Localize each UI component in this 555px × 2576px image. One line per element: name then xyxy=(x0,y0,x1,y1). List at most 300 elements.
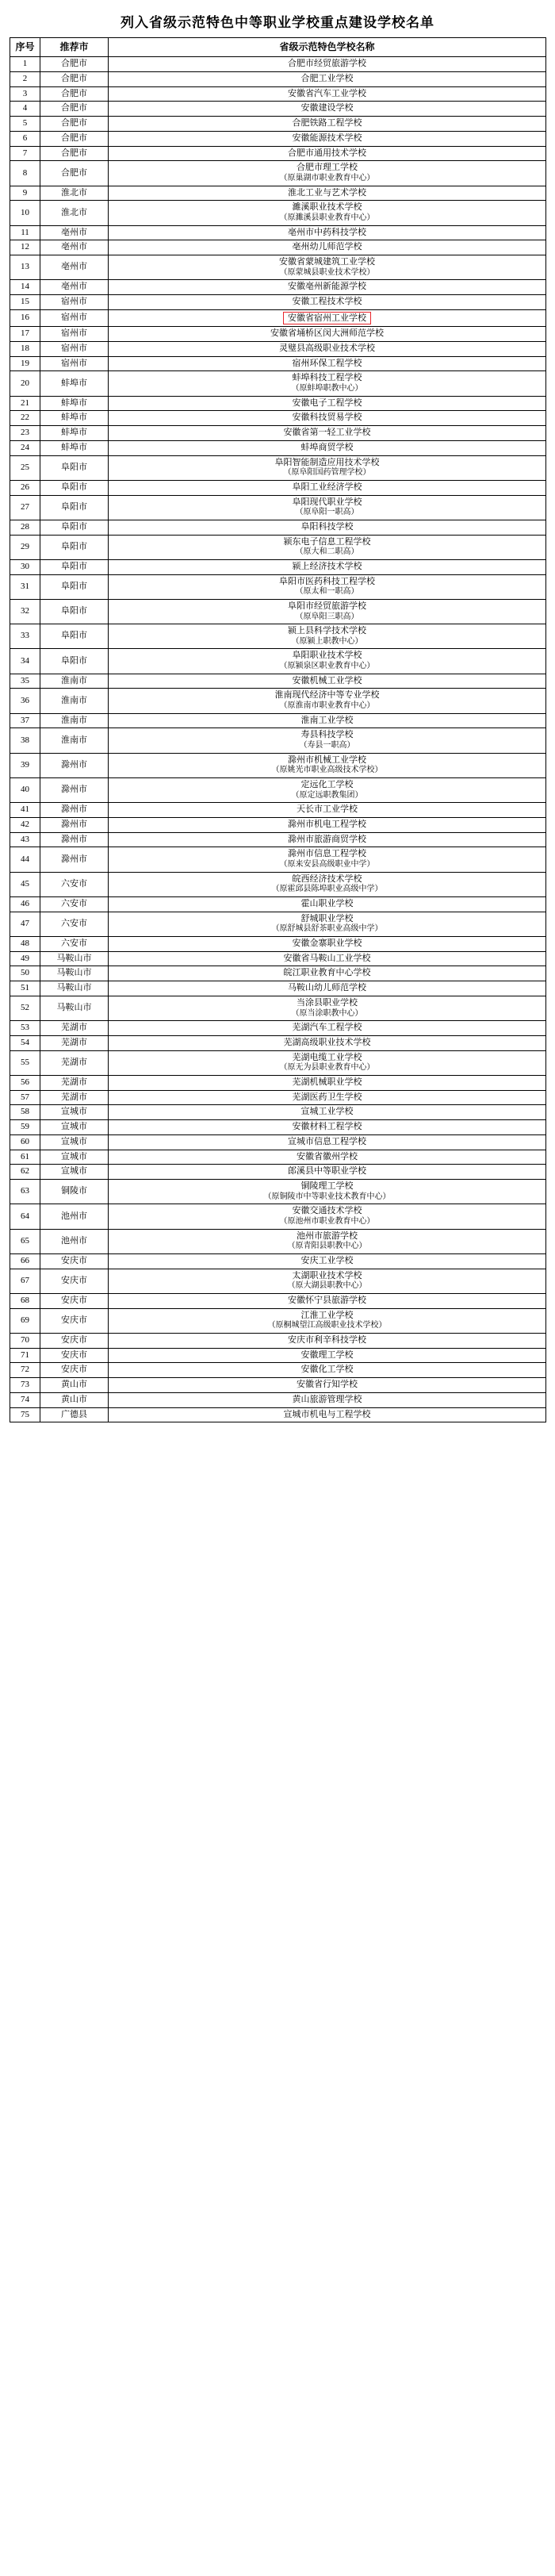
row-school-name xyxy=(109,1105,546,1120)
row-city: 安庆市 xyxy=(40,1348,109,1363)
row-city: 合肥市 xyxy=(40,117,109,132)
table-row xyxy=(10,1204,546,1229)
school-former-name: （原颍上职教中心） xyxy=(291,636,363,646)
table-row xyxy=(10,1363,546,1378)
row-city: 芜湖市 xyxy=(40,1035,109,1050)
table-row xyxy=(10,1075,546,1090)
row-city: 六安市 xyxy=(40,872,109,896)
row-city: 安庆市 xyxy=(40,1363,109,1378)
row-index: 21 xyxy=(10,396,40,411)
table-row xyxy=(10,674,546,689)
row-city: 蚌埠市 xyxy=(40,411,109,426)
school-name: 安徽化工学校 xyxy=(300,1365,354,1375)
row-school-name xyxy=(109,1035,546,1050)
school-name: 安庆市利辛科技学校 xyxy=(288,1334,366,1345)
table-row xyxy=(10,996,546,1020)
row-city: 淮南市 xyxy=(40,713,109,728)
school-name: 安徽省第一轻工业学校 xyxy=(283,428,371,438)
table-row xyxy=(10,817,546,832)
row-city: 池州市 xyxy=(40,1204,109,1229)
row-school-name xyxy=(109,847,546,872)
row-index: 27 xyxy=(10,495,40,520)
school-name: 合肥工业学校 xyxy=(300,73,354,83)
row-school-name xyxy=(109,1134,546,1150)
school-name: 芜湖机械职业学校 xyxy=(292,1077,362,1087)
row-school-name xyxy=(109,309,546,326)
school-name: 安徽省马鞍山工业学校 xyxy=(283,953,371,963)
school-name: 淮南现代经济中等专业学校 xyxy=(274,690,380,701)
table-row xyxy=(10,1090,546,1105)
table-row xyxy=(10,1269,546,1293)
row-index: 64 xyxy=(10,1204,40,1229)
row-school-name xyxy=(109,1253,546,1269)
school-name: 皖西经济技术学校 xyxy=(292,873,362,884)
table-row xyxy=(10,777,546,802)
school-former-name: （原舒城县舒茶职业高级中学） xyxy=(271,924,383,934)
row-city: 滁州市 xyxy=(40,803,109,818)
row-city: 芜湖市 xyxy=(40,1021,109,1036)
table-row xyxy=(10,912,546,936)
row-index: 73 xyxy=(10,1378,40,1393)
row-index: 8 xyxy=(10,161,40,186)
row-school-name xyxy=(109,1090,546,1105)
row-city: 淮北市 xyxy=(40,186,109,201)
school-former-name: （原青阳县职教中心） xyxy=(287,1242,367,1251)
row-index: 62 xyxy=(10,1165,40,1180)
school-name: 安徽工程技术学校 xyxy=(292,297,362,306)
row-city: 阜阳市 xyxy=(40,535,109,559)
row-index: 34 xyxy=(10,649,40,674)
school-name: 马鞍山幼儿师范学校 xyxy=(288,983,366,993)
row-school-name xyxy=(109,832,546,847)
school-former-name: （原大湖县职教中心） xyxy=(287,1281,367,1291)
row-index: 61 xyxy=(10,1150,40,1165)
row-city: 滁州市 xyxy=(40,777,109,802)
row-city: 合肥市 xyxy=(40,57,109,72)
row-city: 宣城市 xyxy=(40,1120,109,1135)
school-name: 阜阳现代职业学校 xyxy=(292,497,362,507)
school-former-name: （原蒙城县职业技术学校） xyxy=(279,267,375,277)
school-name: 铜陵理工学校 xyxy=(300,1181,354,1192)
row-index: 24 xyxy=(10,440,40,455)
school-name: 阜阳市医药科技工程学校 xyxy=(279,576,375,586)
row-city: 阜阳市 xyxy=(40,495,109,520)
row-city: 合肥市 xyxy=(40,71,109,86)
table-row xyxy=(10,803,546,818)
school-name: 安徽机械工业学校 xyxy=(292,675,362,685)
row-school-name xyxy=(109,1392,546,1407)
table-row xyxy=(10,1150,546,1165)
table-row xyxy=(10,71,546,86)
page-title: 列入省级示范特色中等职业学校重点建设学校名单 xyxy=(121,15,434,30)
school-name: 宣城市信息工程学校 xyxy=(288,1136,366,1146)
table-row xyxy=(10,440,546,455)
row-school-name xyxy=(109,1293,546,1308)
school-name: 天长市工业学校 xyxy=(297,804,358,815)
row-school-name xyxy=(109,161,546,186)
row-index: 25 xyxy=(10,455,40,480)
table-row xyxy=(10,1308,546,1333)
row-city: 亳州市 xyxy=(40,225,109,240)
row-school-name xyxy=(109,440,546,455)
row-school-name xyxy=(109,1150,546,1165)
row-city: 芜湖市 xyxy=(40,1075,109,1090)
row-school-name xyxy=(109,117,546,132)
table-row xyxy=(10,1229,546,1253)
column-header-no: 序号 xyxy=(10,38,40,57)
row-index: 75 xyxy=(10,1407,40,1422)
row-school-name xyxy=(109,936,546,951)
row-city: 宿州市 xyxy=(40,327,109,342)
row-city: 阜阳市 xyxy=(40,649,109,674)
table-row xyxy=(10,280,546,295)
row-index: 23 xyxy=(10,426,40,441)
row-index: 1 xyxy=(10,57,40,72)
school-name: 阜阳科技学校 xyxy=(300,521,354,532)
row-school-name xyxy=(109,225,546,240)
row-index: 51 xyxy=(10,981,40,996)
row-city: 阜阳市 xyxy=(40,520,109,535)
row-city: 亳州市 xyxy=(40,280,109,295)
school-former-name: （原姚光市职业高级技术学校） xyxy=(271,766,383,775)
row-school-name xyxy=(109,599,546,624)
row-school-name xyxy=(109,689,546,713)
row-index: 7 xyxy=(10,146,40,161)
school-former-name: （原铜陵市中等职业技术教育中心） xyxy=(263,1192,391,1201)
table-row xyxy=(10,295,546,310)
row-index: 43 xyxy=(10,832,40,847)
school-former-name: （原阜阳一职高） xyxy=(295,508,359,517)
row-index: 2 xyxy=(10,71,40,86)
table-row xyxy=(10,1021,546,1036)
row-school-name xyxy=(109,1348,546,1363)
row-school-name xyxy=(109,1021,546,1036)
school-name: 颍上县科学技术学校 xyxy=(288,626,366,636)
table-row xyxy=(10,535,546,559)
table-row xyxy=(10,102,546,117)
school-name: 安徽省汽车工业学校 xyxy=(288,88,366,98)
table-row xyxy=(10,1165,546,1180)
row-index: 35 xyxy=(10,674,40,689)
row-school-name xyxy=(109,1333,546,1348)
row-city: 芜湖市 xyxy=(40,1050,109,1075)
row-index: 16 xyxy=(10,309,40,326)
school-former-name: （原阜阳三职高） xyxy=(295,612,359,621)
row-city: 宣城市 xyxy=(40,1105,109,1120)
row-index: 17 xyxy=(10,327,40,342)
table-row xyxy=(10,951,546,966)
row-city: 蚌埠市 xyxy=(40,440,109,455)
highlighted-school-name: 安徽省宿州工业学校 xyxy=(283,312,371,324)
row-city: 蚌埠市 xyxy=(40,426,109,441)
row-school-name xyxy=(109,535,546,559)
row-index: 52 xyxy=(10,996,40,1020)
table-row xyxy=(10,117,546,132)
school-name: 滁州市机电工程学校 xyxy=(288,819,366,829)
row-city: 合肥市 xyxy=(40,102,109,117)
school-name: 安徽交通技术学校 xyxy=(292,1206,362,1216)
row-city: 马鞍山市 xyxy=(40,981,109,996)
row-school-name xyxy=(109,713,546,728)
row-index: 59 xyxy=(10,1120,40,1135)
row-city: 合肥市 xyxy=(40,146,109,161)
row-index: 53 xyxy=(10,1021,40,1036)
row-index: 19 xyxy=(10,356,40,371)
row-city: 阜阳市 xyxy=(40,455,109,480)
row-index: 22 xyxy=(10,411,40,426)
school-name: 阜阳工业经济学校 xyxy=(292,482,362,492)
row-city: 滁州市 xyxy=(40,817,109,832)
school-name: 淮南工业学校 xyxy=(300,715,354,725)
row-index: 13 xyxy=(10,255,40,280)
row-city: 合肥市 xyxy=(40,86,109,102)
school-former-name: （原当涂职教中心） xyxy=(291,1008,363,1018)
row-index: 72 xyxy=(10,1363,40,1378)
row-city: 黄山市 xyxy=(40,1392,109,1407)
school-name: 安徽理工学校 xyxy=(300,1349,354,1360)
row-school-name xyxy=(109,981,546,996)
table-row xyxy=(10,599,546,624)
row-school-name xyxy=(109,753,546,777)
school-name: 宣城工业学校 xyxy=(300,1107,354,1117)
school-name: 霍山职业学校 xyxy=(300,898,354,908)
school-name: 宿州环保工程学校 xyxy=(292,358,362,368)
school-former-name: （原大和二职高） xyxy=(295,547,359,557)
row-city: 阜阳市 xyxy=(40,599,109,624)
row-school-name xyxy=(109,896,546,912)
row-index: 67 xyxy=(10,1269,40,1293)
row-school-name xyxy=(109,102,546,117)
school-name: 安庆工业学校 xyxy=(300,1255,354,1265)
row-index: 37 xyxy=(10,713,40,728)
table-row xyxy=(10,57,546,72)
row-index: 50 xyxy=(10,966,40,981)
row-school-name xyxy=(109,280,546,295)
table-row xyxy=(10,896,546,912)
row-city: 安庆市 xyxy=(40,1293,109,1308)
row-school-name xyxy=(109,86,546,102)
row-school-name xyxy=(109,872,546,896)
row-city: 铜陵市 xyxy=(40,1180,109,1204)
table-row xyxy=(10,936,546,951)
school-former-name: （原桐城望江高级职业技术学校） xyxy=(267,1321,387,1330)
row-index: 44 xyxy=(10,847,40,872)
row-index: 29 xyxy=(10,535,40,559)
table-row xyxy=(10,131,546,146)
row-index: 57 xyxy=(10,1090,40,1105)
row-index: 74 xyxy=(10,1392,40,1407)
row-index: 49 xyxy=(10,951,40,966)
row-index: 55 xyxy=(10,1050,40,1075)
table-row xyxy=(10,240,546,255)
row-index: 14 xyxy=(10,280,40,295)
row-index: 54 xyxy=(10,1035,40,1050)
school-name: 安徽怀宁县旅游学校 xyxy=(288,1295,366,1305)
school-name: 安徽亳州新能源学校 xyxy=(288,282,366,292)
row-school-name xyxy=(109,817,546,832)
row-index: 32 xyxy=(10,599,40,624)
row-index: 70 xyxy=(10,1333,40,1348)
school-name: 太湖职业技术学校 xyxy=(292,1270,362,1280)
row-city: 宿州市 xyxy=(40,341,109,356)
row-city: 阜阳市 xyxy=(40,480,109,495)
row-school-name xyxy=(109,574,546,599)
row-city: 黄山市 xyxy=(40,1378,109,1393)
school-name: 池州市旅游学校 xyxy=(297,1230,358,1241)
row-index: 48 xyxy=(10,936,40,951)
school-name: 江淮工业学校 xyxy=(300,1310,354,1320)
school-name: 芜湖医药卫生学校 xyxy=(292,1092,362,1102)
table-row xyxy=(10,1120,546,1135)
row-city: 阜阳市 xyxy=(40,559,109,574)
school-name: 黄山旅游管理学校 xyxy=(292,1394,362,1404)
row-index: 31 xyxy=(10,574,40,599)
row-school-name xyxy=(109,1407,546,1422)
school-name: 安徽省徽州学校 xyxy=(297,1151,358,1161)
row-city: 六安市 xyxy=(40,936,109,951)
row-index: 46 xyxy=(10,896,40,912)
school-name: 亳州幼儿师范学校 xyxy=(292,242,362,252)
table-row xyxy=(10,1333,546,1348)
row-index: 68 xyxy=(10,1293,40,1308)
row-school-name xyxy=(109,480,546,495)
row-school-name xyxy=(109,1269,546,1293)
table-row xyxy=(10,1293,546,1308)
row-index: 30 xyxy=(10,559,40,574)
table-row xyxy=(10,309,546,326)
row-index: 71 xyxy=(10,1348,40,1363)
school-name: 安徽省蒙城建筑工业学校 xyxy=(279,257,375,267)
school-name: 合肥铁路工程学校 xyxy=(292,118,362,128)
school-former-name: （原淮南市职业教育中心） xyxy=(279,701,375,711)
row-school-name xyxy=(109,728,546,753)
row-city: 安庆市 xyxy=(40,1253,109,1269)
row-index: 12 xyxy=(10,240,40,255)
table-row xyxy=(10,341,546,356)
row-school-name xyxy=(109,371,546,396)
row-index: 3 xyxy=(10,86,40,102)
table-row xyxy=(10,574,546,599)
school-former-name: （原池州市职业教育中心） xyxy=(279,1217,375,1227)
school-former-name: （原霍邱县陈埠职业高级中学） xyxy=(271,885,383,894)
row-school-name xyxy=(109,674,546,689)
table-row xyxy=(10,1378,546,1393)
table-row xyxy=(10,1392,546,1407)
row-city: 芜湖市 xyxy=(40,1090,109,1105)
school-name: 安徽电子工程学校 xyxy=(292,397,362,408)
table-row xyxy=(10,966,546,981)
row-school-name xyxy=(109,777,546,802)
school-former-name: （原濉溪县职业教育中心） xyxy=(279,213,375,222)
column-header-name: 省级示范特色学校名称 xyxy=(109,38,546,57)
table-row xyxy=(10,186,546,201)
table-row xyxy=(10,371,546,396)
row-school-name xyxy=(109,1229,546,1253)
table-header-row xyxy=(10,38,546,57)
table-row xyxy=(10,201,546,225)
row-school-name xyxy=(109,966,546,981)
table-row xyxy=(10,559,546,574)
school-name: 灵璧县高级职业技术学校 xyxy=(279,343,375,353)
table-row xyxy=(10,624,546,649)
column-header-city: 推荐市 xyxy=(40,38,109,57)
school-former-name: （原定远职教集团） xyxy=(291,790,363,800)
table-row xyxy=(10,847,546,872)
school-name: 合肥市经贸旅游学校 xyxy=(288,59,366,68)
row-index: 9 xyxy=(10,186,40,201)
school-former-name: （原蚌埠职教中心） xyxy=(291,384,363,394)
row-school-name xyxy=(109,131,546,146)
row-school-name xyxy=(109,1120,546,1135)
row-city: 广德县 xyxy=(40,1407,109,1422)
table-row xyxy=(10,1105,546,1120)
school-name: 寿县科技学校 xyxy=(300,730,354,740)
row-school-name xyxy=(109,201,546,225)
table-row xyxy=(10,1253,546,1269)
row-city: 蚌埠市 xyxy=(40,371,109,396)
table-row xyxy=(10,86,546,102)
row-index: 47 xyxy=(10,912,40,936)
school-name: 蚌埠科技工程学校 xyxy=(292,373,362,383)
table-row xyxy=(10,146,546,161)
row-school-name xyxy=(109,520,546,535)
row-school-name xyxy=(109,57,546,72)
table-row xyxy=(10,728,546,753)
table-row xyxy=(10,225,546,240)
row-school-name xyxy=(109,559,546,574)
school-name: 皖江职业教育中心学校 xyxy=(283,968,371,978)
school-former-name: （原来安县高级职业中学） xyxy=(279,860,375,870)
school-former-name: （原阜阳国药管理学校） xyxy=(283,468,371,478)
school-name: 颍东电子信息工程学校 xyxy=(283,536,371,547)
row-school-name xyxy=(109,146,546,161)
row-school-name xyxy=(109,996,546,1020)
row-school-name xyxy=(109,1075,546,1090)
row-index: 6 xyxy=(10,131,40,146)
row-city: 亳州市 xyxy=(40,255,109,280)
row-city: 安庆市 xyxy=(40,1308,109,1333)
row-school-name xyxy=(109,240,546,255)
row-school-name xyxy=(109,1378,546,1393)
row-school-name xyxy=(109,624,546,649)
row-index: 4 xyxy=(10,102,40,117)
table-row xyxy=(10,356,546,371)
row-index: 11 xyxy=(10,225,40,240)
table-row xyxy=(10,832,546,847)
row-school-name xyxy=(109,1165,546,1180)
table-row xyxy=(10,981,546,996)
row-city: 合肥市 xyxy=(40,161,109,186)
row-city: 阜阳市 xyxy=(40,624,109,649)
row-school-name xyxy=(109,356,546,371)
school-name: 宣城市机电与工程学校 xyxy=(283,1409,371,1419)
row-city: 安庆市 xyxy=(40,1333,109,1348)
school-name: 芜湖汽车工程学校 xyxy=(292,1023,362,1033)
row-school-name xyxy=(109,295,546,310)
row-school-name xyxy=(109,951,546,966)
row-index: 39 xyxy=(10,753,40,777)
table-row xyxy=(10,1050,546,1075)
school-former-name: （原太和一职高） xyxy=(295,587,359,597)
row-index: 58 xyxy=(10,1105,40,1120)
row-index: 63 xyxy=(10,1180,40,1204)
row-city: 阜阳市 xyxy=(40,574,109,599)
row-city: 蚌埠市 xyxy=(40,396,109,411)
row-city: 淮南市 xyxy=(40,728,109,753)
table-row xyxy=(10,255,546,280)
row-school-name xyxy=(109,803,546,818)
school-former-name: （原巢湖市职业教育中心） xyxy=(279,174,375,182)
